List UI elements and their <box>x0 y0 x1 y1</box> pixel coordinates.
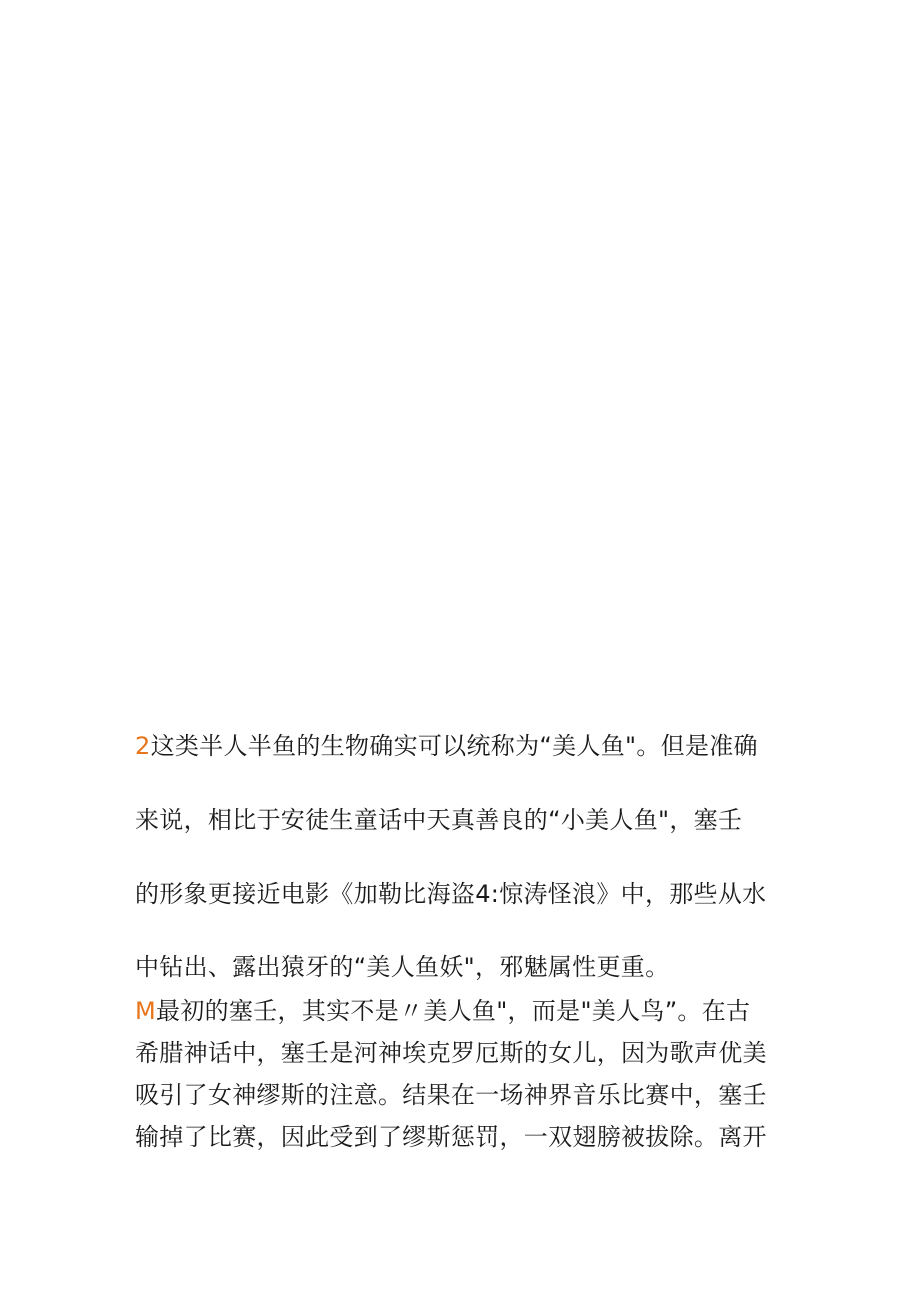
paragraph-1-line-2: 来说，相比于安徒生童话中天真善良的“小美人鱼"，塞壬 <box>135 806 743 834</box>
paragraph-1-marker: 2 <box>135 732 151 760</box>
paragraph-2-marker: M <box>135 997 157 1025</box>
paragraph-2-line-1-text: 最初的塞壬，其实不是〃美人鱼"，而是"美人鸟”。在古 <box>156 997 751 1025</box>
paragraph-1-line-3: 的形象更接近电影《加勒比海盗4:惊涛怪浪》中，那些从水 <box>135 880 767 908</box>
paragraph-2-line-2: 希腊神话中，塞壬是河神埃克罗厄斯的女儿，因为歌声优美 <box>135 1039 767 1067</box>
paragraph-2-line-4: 输掉了比赛，因此受到了缪斯惩罚，一双翅膀被拔除。离开 <box>135 1123 767 1151</box>
paragraph-1-line-1-text: 这类半人半鱼的生物确实可以统称为“美人鱼"。但是准确 <box>150 732 758 760</box>
paragraph-1-line-1 <box>135 730 785 762</box>
paragraph-1-line-4: 中钻出、露出猿牙的“美人鱼妖"，邪魅属性更重。 <box>135 953 670 981</box>
paragraph-2-line-1 <box>135 995 785 1027</box>
paragraph-2-line-3: 吸引了女神缪斯的注意。结果在一场神界音乐比赛中，塞壬 <box>135 1081 767 1109</box>
